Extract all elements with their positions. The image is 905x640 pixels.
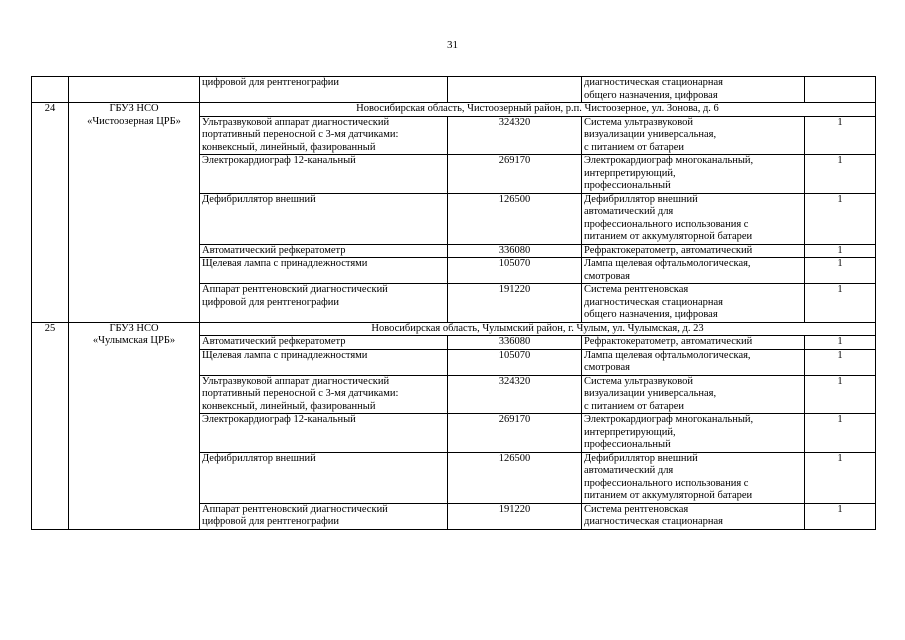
nomenclature-cell: Рефрактокератометр, автоматический: [582, 336, 805, 350]
device-cell: Автоматический рефкератометр: [200, 336, 448, 350]
nomenclature-cell: Дефибриллятор внешний автоматический для профессионального использования с питанием от аккумуляторной батареи: [582, 193, 805, 244]
group-header-row: [32, 322, 876, 336]
device-cell: Аппарат рентгеновский диагностический цифровой для рентгенографии: [200, 284, 448, 323]
qty-cell: 1: [805, 116, 876, 155]
code-cell: 336080: [448, 336, 582, 350]
qty-cell: 1: [805, 503, 876, 529]
org-cell: ГБУЗ НСО «Чулымская ЦРБ»: [69, 322, 200, 529]
code-cell: 105070: [448, 258, 582, 284]
code-cell: [448, 77, 582, 103]
qty-cell: 1: [805, 452, 876, 503]
nomenclature-cell: Система ультразвуковой визуализации универсальная, с питанием от батареи: [582, 116, 805, 155]
qty-cell: 1: [805, 155, 876, 194]
device-cell: Электрокардиограф 12-канальный: [200, 155, 448, 194]
continuation-row: [32, 77, 876, 103]
qty-cell: 1: [805, 193, 876, 244]
nomenclature-cell: диагностическая стационарная общего назначения, цифровая: [582, 77, 805, 103]
device-cell: Электрокардиограф 12-канальный: [200, 414, 448, 453]
code-cell: 324320: [448, 116, 582, 155]
num-cell: 25: [32, 322, 69, 529]
nomenclature-cell: Электрокардиограф многоканальный, интерпретирующий, профессиональный: [582, 155, 805, 194]
code-cell: 269170: [448, 155, 582, 194]
code-cell: 324320: [448, 375, 582, 414]
device-cell: Автоматический рефкератометр: [200, 244, 448, 258]
code-cell: 269170: [448, 414, 582, 453]
device-cell: Аппарат рентгеновский диагностический цифровой для рентгенографии: [200, 503, 448, 529]
qty-cell: 1: [805, 414, 876, 453]
code-cell: 126500: [448, 193, 582, 244]
device-cell: Щелевая лампа с принадлежностями: [200, 258, 448, 284]
address-cell: Новосибирская область, Чулымский район, г. Чулым, ул. Чулымская, д. 23: [200, 322, 876, 336]
nomenclature-cell: Дефибриллятор внешний автоматический для профессионального использования с питанием от аккумуляторной батареи: [582, 452, 805, 503]
group-header-row: [32, 103, 876, 117]
nomenclature-cell: Система рентгеновская диагностическая стационарная общего назначения, цифровая: [582, 284, 805, 323]
num-cell: [32, 77, 69, 103]
device-cell: Дефибриллятор внешний: [200, 452, 448, 503]
device-cell: Щелевая лампа с принадлежностями: [200, 349, 448, 375]
nomenclature-cell: Система ультразвуковой визуализации универсальная, с питанием от батареи: [582, 375, 805, 414]
code-cell: 336080: [448, 244, 582, 258]
nomenclature-cell: Система рентгеновская диагностическая стационарная: [582, 503, 805, 529]
code-cell: 191220: [448, 284, 582, 323]
nomenclature-cell: Рефрактокератометр, автоматический: [582, 244, 805, 258]
nomenclature-cell: Электрокардиограф многоканальный, интерпретирующий, профессиональный: [582, 414, 805, 453]
qty-cell: 1: [805, 375, 876, 414]
qty-cell: [805, 77, 876, 103]
qty-cell: 1: [805, 349, 876, 375]
device-cell: Ультразвуковой аппарат диагностический портативный переносной с 3-мя датчиками: конвексный, линейный, фазированный: [200, 375, 448, 414]
page-number: 31: [447, 39, 458, 51]
device-cell: Дефибриллятор внешний: [200, 193, 448, 244]
code-cell: 105070: [448, 349, 582, 375]
device-cell: цифровой для рентгенографии: [200, 77, 448, 103]
qty-cell: 1: [805, 336, 876, 350]
org-cell: [69, 77, 200, 103]
code-cell: 126500: [448, 452, 582, 503]
equipment-table: [31, 76, 876, 530]
qty-cell: 1: [805, 258, 876, 284]
device-cell: Ультразвуковой аппарат диагностический портативный переносной с 3-мя датчиками: конвексный, линейный, фазированный: [200, 116, 448, 155]
qty-cell: 1: [805, 284, 876, 323]
address-cell: Новосибирская область, Чистоозерный район, р.п. Чистоозерное, ул. Зонова, д. 6: [200, 103, 876, 117]
qty-cell: 1: [805, 244, 876, 258]
num-cell: 24: [32, 103, 69, 323]
nomenclature-cell: Лампа щелевая офтальмологическая, смотровая: [582, 258, 805, 284]
nomenclature-cell: Лампа щелевая офтальмологическая, смотровая: [582, 349, 805, 375]
code-cell: 191220: [448, 503, 582, 529]
org-cell: ГБУЗ НСО «Чистоозерная ЦРБ»: [69, 103, 200, 323]
